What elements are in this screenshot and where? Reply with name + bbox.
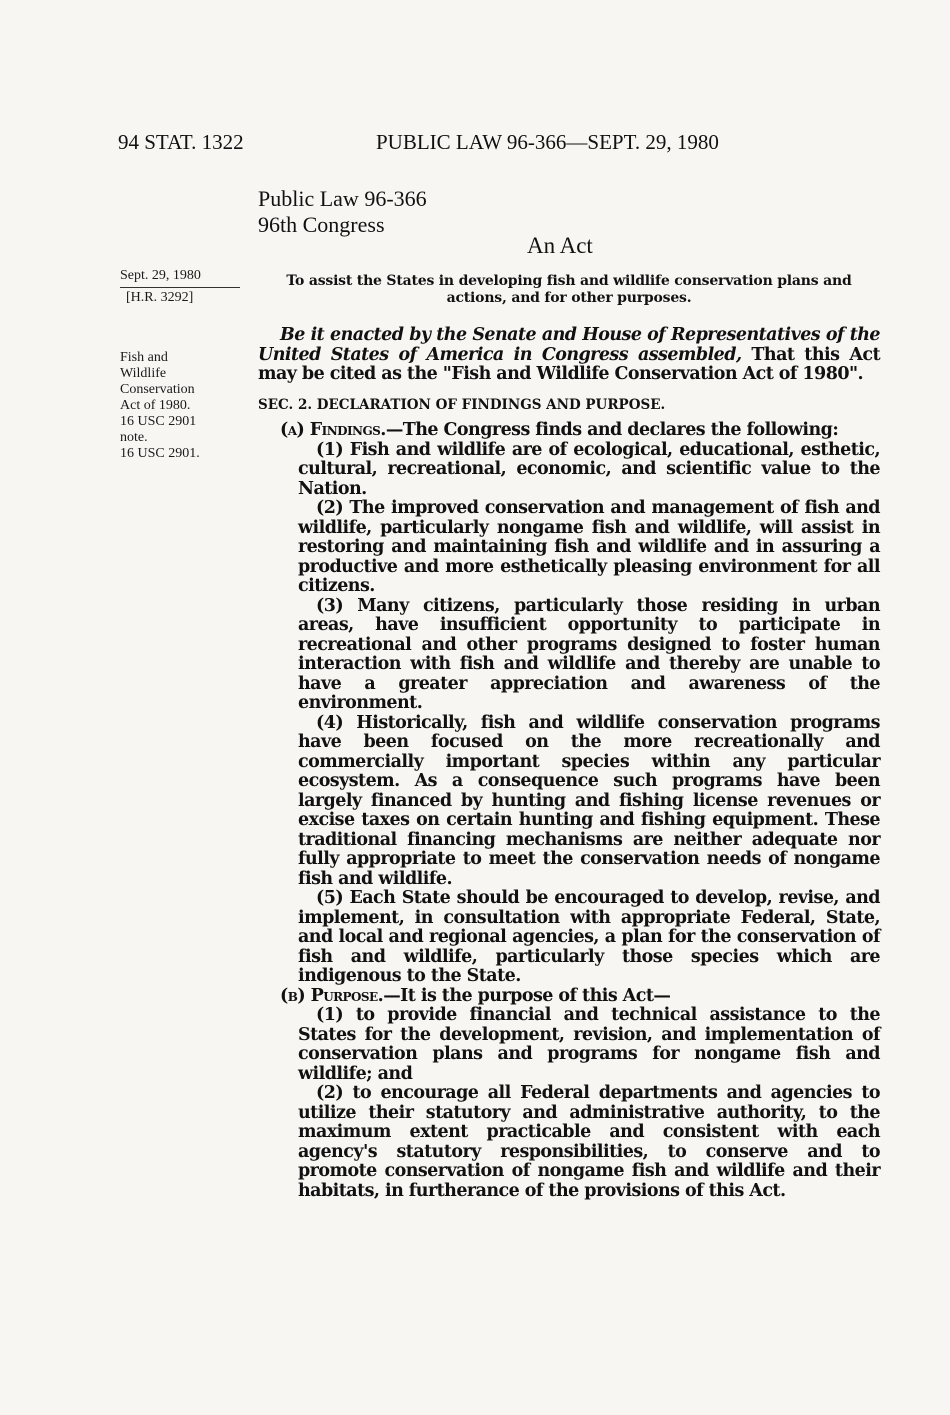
finding-paragraph: (5) Each State should be encouraged to develop, revise, and implement, in consultation with appropriate Federal, State, and local and regional agencies, a plan for the conservation of fish and wildlife, particularly those species which are indigenous to the State.: [298, 888, 880, 986]
enacting-clause: [258, 326, 880, 385]
findings-label: (a) Findings.: [280, 420, 386, 440]
sidenote-line: Fish and: [120, 350, 168, 365]
finding-paragraph: (2) The improved conservation and management of fish and wildlife, particularly nongame fish and wildlife, will assist in restoring and maintaining fish and wildlife and in assuring a productive and more esthetically pleasing environment for all citizens.: [298, 498, 880, 596]
purpose-line: To assist the States in developing fish and wildlife conservation plans and actions, and for other purposes.: [286, 273, 852, 306]
law-number: Public Law 96-366: [258, 186, 427, 211]
law-date-header: PUBLIC LAW 96-366—SEPT. 29, 1980: [376, 130, 719, 154]
sidenote-line: Wildlife: [120, 366, 167, 381]
findings-intro: —The Congress finds and declares the following:: [385, 420, 839, 440]
findings-subsection: [258, 421, 880, 441]
margin-date: Sept. 29, 1980: [120, 268, 201, 283]
purpose-subsection: [258, 987, 880, 1007]
an-act-heading: An Act: [527, 233, 593, 258]
finding-paragraph: (4) Historically, fish and wildlife conservation programs have been focused on the more recreationally and commercially important species within any particular ecosystem. As a consequence such programs have been largely financed by hunting and fishing license revenues or excise taxes on certain hunting and fishing equipment. These traditional financing mechanisms are neither adequate nor fully appropriate to meet the conservation needs of nongame fish and wildlife.: [298, 712, 880, 889]
enacting-plain: That this Act may be cited as the "Fish and Wildlife Conservation Act of 1980".: [258, 344, 880, 384]
margin-bill-number: [H.R. 3292]: [126, 290, 194, 305]
act-body: [258, 326, 880, 1201]
sidenote-line: Conservation: [120, 382, 195, 397]
page-citation: 94 STAT. 1322: [118, 130, 244, 154]
section-heading: SEC. 2. DECLARATION OF FINDINGS AND PURPOSE.: [258, 396, 666, 413]
finding-paragraph: (3) Many citizens, particularly those residing in urban areas, have insufficient opportunity to participate in recreational and other programs designed to foster human interaction with fish and wildlife and thereby are unable to have a greater appreciation and awareness of the environment.: [298, 595, 880, 713]
purpose-label: (b) Purpose.: [280, 985, 384, 1006]
purpose-paragraph: (2) to encourage all Federal departments and agencies to utilize their statutory and administrative authority, to the maximum extent practicable and consistent with each agency's statutory responsibilities, to conserve and to promote conservation of nongame fish and wildlife and their habitats, in furtherance of the provisions of this Act.: [298, 1083, 880, 1201]
purpose-intro: —It is the purpose of this Act—: [383, 985, 671, 1006]
congress-number: 96th Congress: [258, 212, 385, 237]
margin-date-box: [120, 268, 245, 306]
running-head: [118, 130, 870, 170]
sidenote-line: 16 USC 2901: [120, 414, 197, 429]
margin-rule: [120, 287, 240, 288]
sidenote-line: note.: [120, 430, 148, 445]
margin-sidenote: [120, 350, 245, 462]
title-block: [258, 186, 427, 238]
enacting-italic: Be it enacted by the Senate and House of Representatives of the United States of America in Congress assembled,: [258, 325, 880, 365]
finding-paragraph: (1) Fish and wildlife are of ecological, educational, esthetic, cultural, recreational, economic, and scientific value to the Nation.: [298, 439, 880, 499]
purpose-paragraph: (1) to provide financial and technical assistance to the States for the development, revision, and implementation of conservation plans and programs for nongame fish and wildlife; and: [298, 1005, 880, 1084]
sidenote-line: Act of 1980.: [120, 398, 191, 413]
sidenote-line: 16 USC 2901.: [120, 446, 200, 461]
